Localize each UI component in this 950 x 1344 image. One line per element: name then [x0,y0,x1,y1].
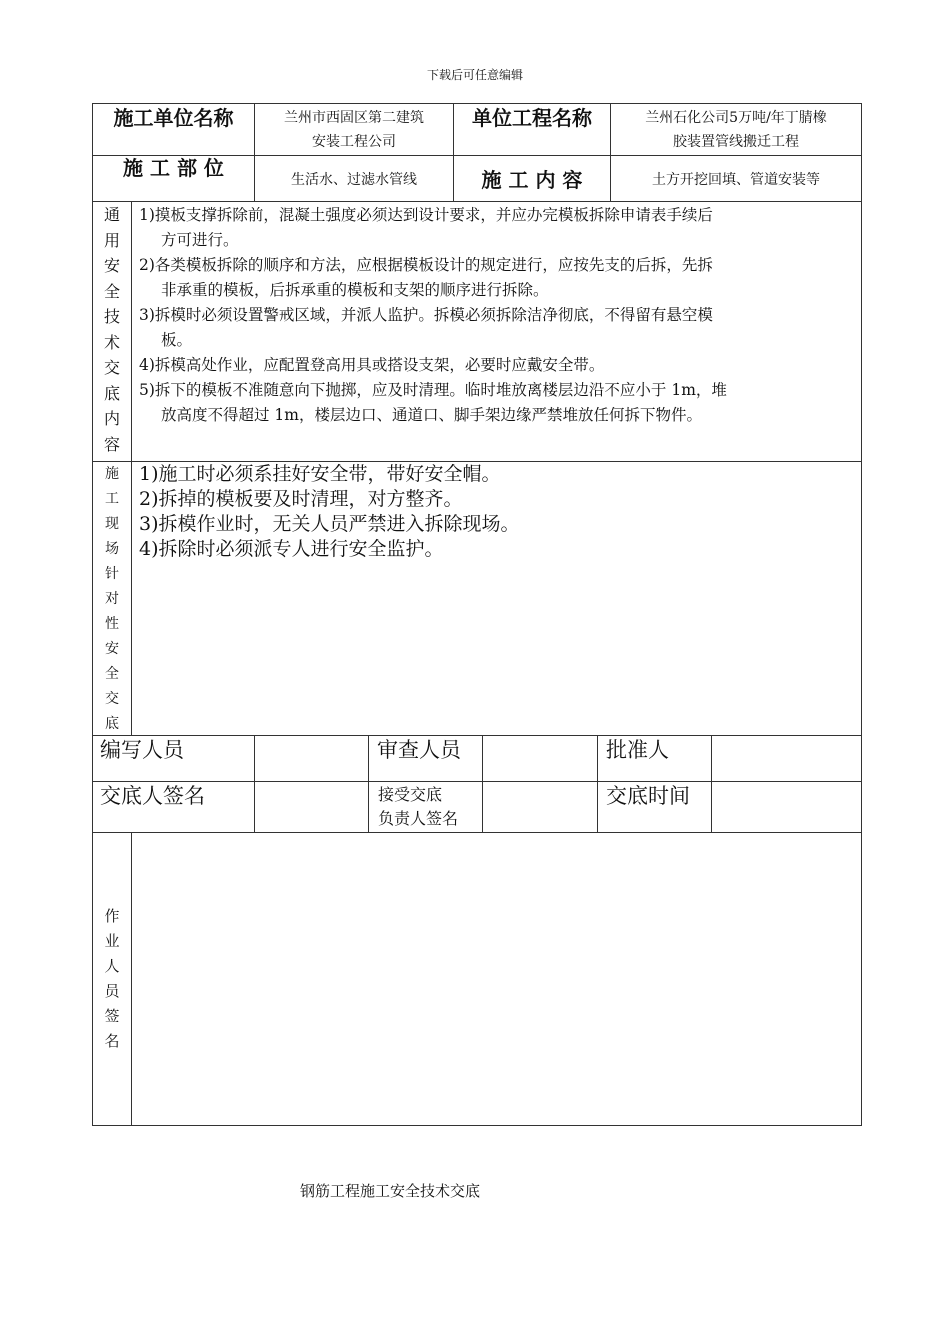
general-item-line1: 5)拆下的模板不准随意向下抛掷，应及时清理。临时堆放离楼层边沿不应小于 1m，堆 [139,381,727,399]
side-char: 员 [104,982,120,1000]
side-char: 施 [105,466,119,482]
general-item-line2: 放高度不得超过 1m，楼层边口、通道口、脚手架边缘严禁堆放任何拆下物件。 [161,406,702,424]
general-item [139,253,859,303]
side-char: 对 [105,591,119,607]
general-item-line1: 4)拆模高处作业，应配置登高用具或搭设支架，必要时应戴安全带。 [139,356,605,374]
writer-label: 编写人员 [100,738,184,762]
general-item [139,303,859,353]
general-item [139,353,859,378]
briefing-time-field[interactable] [712,782,861,832]
side-char: 场 [105,541,119,557]
next-section-title: 钢筋工程施工安全技术交底 [300,1182,481,1200]
side-char: 全 [105,666,119,682]
side-char: 工 [105,491,119,507]
header-note: 下载后可任意编辑 [426,68,523,82]
side-char: 安 [103,256,120,275]
side-char: 签 [104,1007,120,1025]
side-char: 名 [104,1032,120,1050]
side-char: 人 [104,957,120,975]
side-char: 容 [103,434,120,454]
briefer-signature-field[interactable] [255,782,368,832]
general-item-line1: 1)摸板支撑拆除前，混凝土强度必须达到设计要求，并应办完模板拆除申请表手续后 [139,206,713,224]
briefing-time-label: 交底时间 [606,784,690,808]
workers-signature-side-label [93,904,131,1054]
construction-content-value: 土方开挖回填、管道安装等 [652,171,820,188]
approver-label: 批准人 [606,738,669,762]
general-safety-content [139,203,859,428]
reviewer-label: 审查人员 [377,738,461,762]
receiver-signature-label-line2: 负责人签名 [378,809,459,828]
site-safety-content [139,462,854,562]
site-item: 4)拆除时必须派专人进行安全监护。 [139,538,444,560]
workers-signature-area[interactable] [132,833,861,1125]
construction-unit-label: 施工单位名称 [113,106,234,130]
side-char: 全 [103,281,120,301]
project-name-value-line1: 兰州石化公司5万吨/年丁腈橡 [645,110,827,126]
side-char: 术 [103,332,120,352]
side-char: 针 [105,566,119,582]
side-char: 业 [104,932,120,950]
construction-unit-value-line1: 兰州市西固区第二建筑 [284,110,424,126]
site-item: 3)拆模作业时，无关人员严禁进入拆除现场。 [139,513,520,535]
project-name-label: 单位工程名称 [472,106,592,130]
side-char: 内 [103,409,120,428]
construction-unit-value [255,106,453,154]
construction-unit-value-line2: 安装工程公司 [312,134,396,150]
project-name-value [611,106,861,154]
general-safety-side-label [93,202,131,457]
site-item: 2)拆掉的模板要及时清理，对方整齐。 [139,488,463,510]
construction-location-value: 生活水、过滤水管线 [291,171,417,188]
side-char: 安 [105,641,119,657]
reviewer-field[interactable] [483,736,597,781]
general-item-line1: 2)各类模板拆除的顺序和方法，应根据模板设计的规定进行，应按先支的后拆，先拆 [139,256,713,274]
side-char: 性 [105,616,119,632]
side-char: 底 [103,383,120,403]
general-item [139,203,859,253]
general-item-line1: 3)拆模时必须设置警戒区域，并派人监护。拆模必须拆除洁净彻底，不得留有悬空模 [139,306,713,324]
side-char: 底 [105,716,119,732]
site-item: 1)施工时必须系挂好安全带，带好安全帽。 [139,463,501,485]
general-item-line2: 方可进行。 [161,231,239,249]
side-char: 作 [104,907,120,925]
general-item [139,378,859,428]
construction-location-label: 施 工 部 位 [123,156,224,180]
writer-field[interactable] [255,736,368,781]
site-safety-side-label [93,462,131,737]
side-char: 交 [103,358,120,377]
receiver-signature-label [378,783,458,831]
construction-content-label: 施 工 内 容 [481,168,583,192]
project-name-value-line2: 胶装置管线搬迁工程 [673,134,799,150]
receiver-signature-label-line1: 接受交底 [378,785,443,804]
general-item-line2: 板。 [161,331,193,349]
side-char: 现 [105,516,119,532]
approver-field[interactable] [712,736,861,781]
side-char: 用 [103,230,120,250]
receiver-signature-field[interactable] [483,782,597,832]
briefer-signature-label: 交底人签名 [100,784,205,808]
general-item-line2: 非承重的模板，后拆承重的模板和支架的顺序进行拆除。 [161,281,549,299]
side-char: 通 [103,205,120,224]
side-char: 交 [105,691,119,707]
side-char: 技 [103,307,120,326]
